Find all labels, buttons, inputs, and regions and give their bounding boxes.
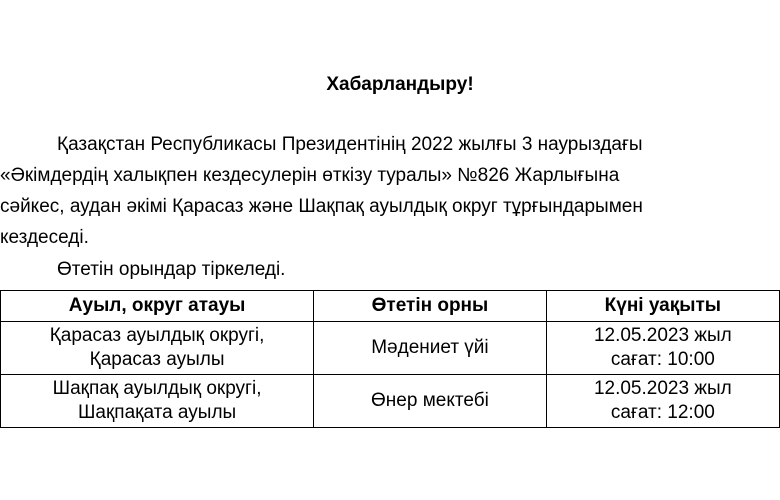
- column-header-venue: Өтетін орны: [314, 291, 547, 322]
- locality-district: Қарасаз ауылдық округі,: [49, 325, 265, 346]
- meeting-schedule-table: [0, 290, 780, 428]
- locality-cell: [1, 322, 314, 375]
- column-header-locality: Ауыл, округ атауы: [1, 291, 314, 322]
- paragraph-line: Қазақстан Республикасы Президентінің 2022 жылғы 3 наурыздағы: [57, 134, 643, 155]
- venue-cell: Мәдениет үйі: [314, 322, 547, 375]
- table-row: [1, 375, 780, 428]
- paragraph-line: сәйкес, аудан әкімі Қарасаз және Шақпақ ауылдық округ тұрғындарымен: [0, 196, 643, 217]
- locality-cell: [1, 375, 314, 428]
- locality-district: Шақпақ ауылдық округі,: [52, 378, 262, 399]
- datetime-cell: [546, 375, 779, 428]
- paragraph-line: Өтетін орындар тіркеледі.: [57, 259, 286, 280]
- paragraph-line: кездеседі.: [0, 227, 89, 248]
- datetime-cell: [546, 322, 779, 375]
- locality-village: Қарасаз ауылы: [89, 349, 225, 370]
- date-text: 12.05.2023 жыл: [593, 378, 732, 399]
- table-header-row: [1, 291, 780, 322]
- paragraph-line: «Әкімдердің халықпен кездесулерін өткізу туралы» №826 Жарлығына: [0, 165, 620, 186]
- locality-village: Шақпақата ауылы: [77, 402, 237, 423]
- column-header-datetime: Күні уақыты: [546, 291, 779, 322]
- time-text: сағат: 12:00: [610, 402, 715, 423]
- date-text: 12.05.2023 жыл: [593, 325, 732, 346]
- table-row: [1, 322, 780, 375]
- venue-cell: Өнер мектебі: [314, 375, 547, 428]
- page-title: Хабарландыру!: [326, 74, 474, 95]
- time-text: сағат: 10:00: [610, 349, 715, 370]
